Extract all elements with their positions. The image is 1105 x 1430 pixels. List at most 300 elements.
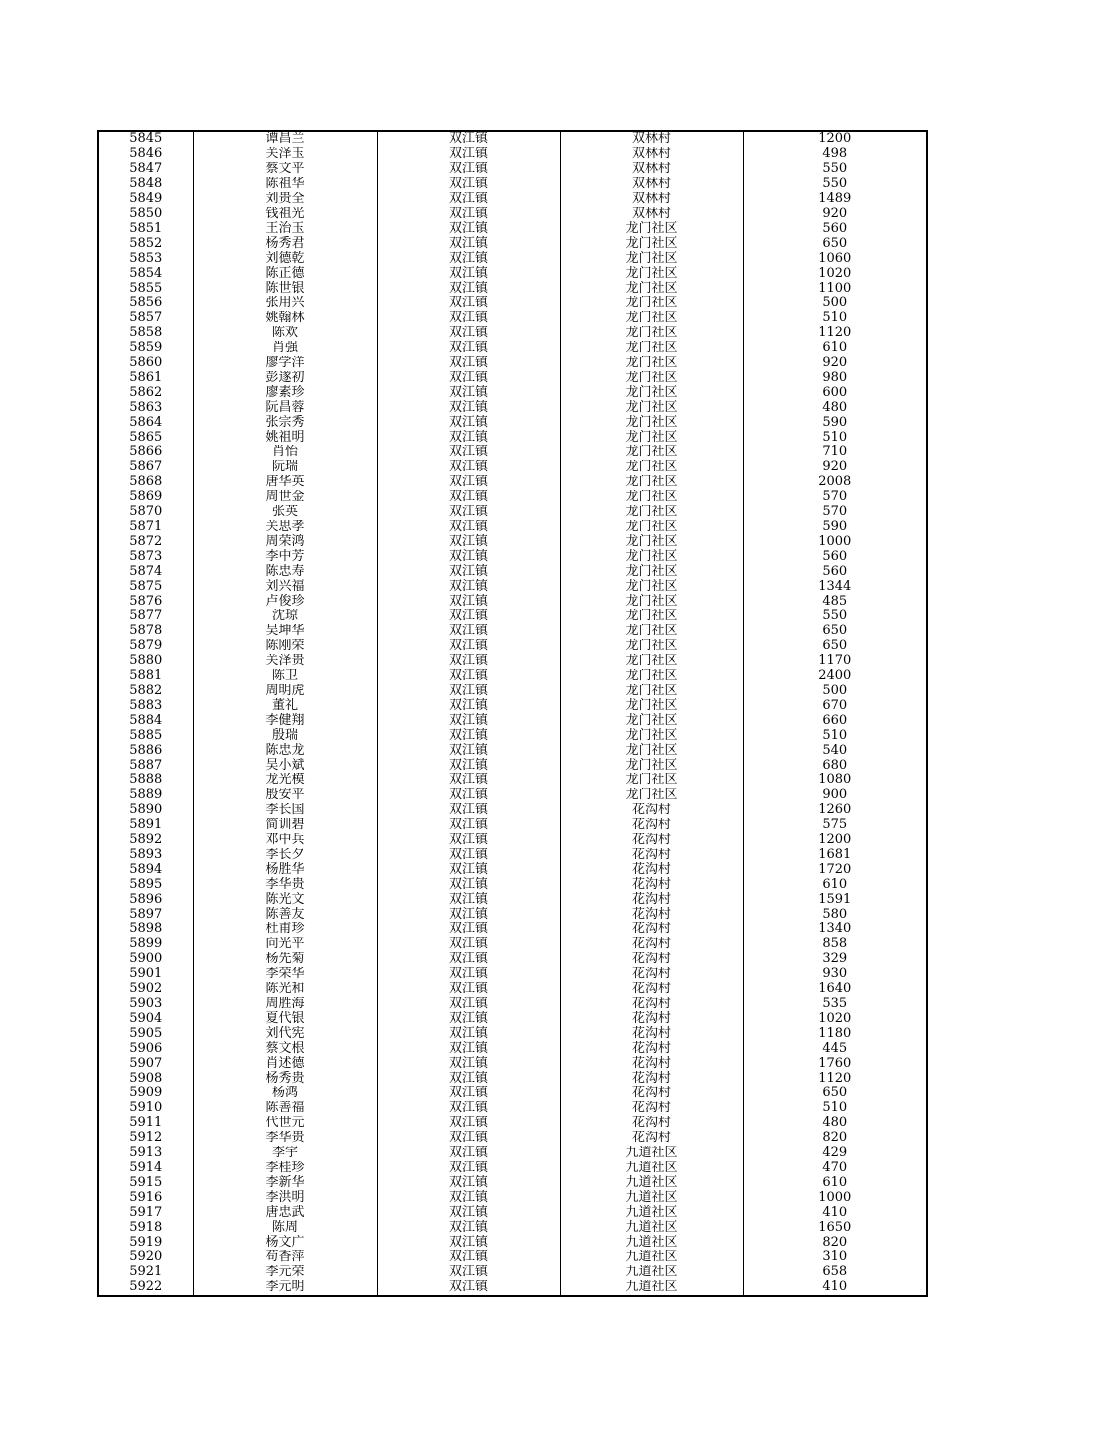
name-cell: 沈琼 (193, 609, 377, 624)
row-number-cell: 5856 (98, 296, 193, 311)
amount-cell: 1200 (743, 833, 927, 848)
row-number-cell: 5880 (98, 654, 193, 669)
table-row (98, 818, 927, 833)
village-cell: 龙门社区 (560, 385, 743, 400)
row-number-cell: 5881 (98, 669, 193, 684)
town-cell: 双江镇 (377, 505, 560, 520)
village-cell: 花沟村 (560, 952, 743, 967)
table-row (98, 892, 927, 907)
town-cell: 双江镇 (377, 698, 560, 713)
table-row (98, 1235, 927, 1250)
table-row (98, 967, 927, 982)
village-cell: 龙门社区 (560, 221, 743, 236)
row-number-cell: 5851 (98, 221, 193, 236)
table-row (98, 758, 927, 773)
name-cell: 李新华 (193, 1175, 377, 1190)
village-cell: 花沟村 (560, 997, 743, 1012)
village-cell: 龙门社区 (560, 266, 743, 281)
town-cell: 双江镇 (377, 475, 560, 490)
name-cell: 阮昌蓉 (193, 400, 377, 415)
amount-cell: 510 (743, 311, 927, 326)
name-cell: 陈刚荣 (193, 639, 377, 654)
table-row (98, 1131, 927, 1146)
village-cell: 双林村 (560, 177, 743, 192)
amount-cell: 1720 (743, 862, 927, 877)
table-row (98, 341, 927, 356)
amount-cell: 2008 (743, 475, 927, 490)
table-row (98, 356, 927, 371)
village-cell: 龙门社区 (560, 460, 743, 475)
name-cell: 简训碧 (193, 818, 377, 833)
town-cell: 双江镇 (377, 1071, 560, 1086)
name-cell: 钱祖光 (193, 207, 377, 222)
table-row (98, 907, 927, 922)
table-row (98, 236, 927, 251)
village-cell: 双林村 (560, 207, 743, 222)
row-number-cell: 5886 (98, 743, 193, 758)
name-cell: 姚祖明 (193, 430, 377, 445)
town-cell: 双江镇 (377, 609, 560, 624)
village-cell: 花沟村 (560, 1116, 743, 1131)
amount-cell: 1120 (743, 1071, 927, 1086)
row-number-cell: 5882 (98, 684, 193, 699)
table-row (98, 1056, 927, 1071)
town-cell: 双江镇 (377, 1116, 560, 1131)
name-cell: 周荣鸿 (193, 534, 377, 549)
village-cell: 龙门社区 (560, 624, 743, 639)
village-cell: 龙门社区 (560, 281, 743, 296)
table-row (98, 385, 927, 400)
town-cell: 双江镇 (377, 684, 560, 699)
town-cell: 双江镇 (377, 177, 560, 192)
table-row (98, 520, 927, 535)
amount-cell: 1640 (743, 982, 927, 997)
town-cell: 双江镇 (377, 594, 560, 609)
amount-cell: 470 (743, 1161, 927, 1176)
town-cell: 双江镇 (377, 131, 560, 147)
table-row (98, 131, 927, 147)
town-cell: 双江镇 (377, 1265, 560, 1280)
town-cell: 双江镇 (377, 1101, 560, 1116)
village-cell: 花沟村 (560, 937, 743, 952)
name-cell: 阮瑞 (193, 460, 377, 475)
village-cell: 花沟村 (560, 1026, 743, 1041)
town-cell: 双江镇 (377, 1146, 560, 1161)
row-number-cell: 5868 (98, 475, 193, 490)
name-cell: 陈忠寿 (193, 564, 377, 579)
table-row (98, 982, 927, 997)
town-cell: 双江镇 (377, 221, 560, 236)
town-cell: 双江镇 (377, 818, 560, 833)
row-number-cell: 5877 (98, 609, 193, 624)
name-cell: 卢俊珍 (193, 594, 377, 609)
amount-cell: 660 (743, 713, 927, 728)
name-cell: 肖强 (193, 341, 377, 356)
table-row (98, 564, 927, 579)
amount-cell: 570 (743, 490, 927, 505)
table-row (98, 371, 927, 386)
amount-cell: 1120 (743, 326, 927, 341)
village-cell: 花沟村 (560, 892, 743, 907)
row-number-cell: 5899 (98, 937, 193, 952)
name-cell: 陈光文 (193, 892, 377, 907)
village-cell: 双林村 (560, 192, 743, 207)
amount-cell: 858 (743, 937, 927, 952)
name-cell: 李宇 (193, 1146, 377, 1161)
town-cell: 双江镇 (377, 385, 560, 400)
name-cell: 陈世银 (193, 281, 377, 296)
table-row (98, 296, 927, 311)
table-row (98, 400, 927, 415)
village-cell: 花沟村 (560, 1011, 743, 1026)
name-cell: 陈善福 (193, 1101, 377, 1116)
village-cell: 九道社区 (560, 1265, 743, 1280)
village-cell: 花沟村 (560, 818, 743, 833)
table-row (98, 579, 927, 594)
name-cell: 向光平 (193, 937, 377, 952)
village-cell: 龙门社区 (560, 594, 743, 609)
name-cell: 吴坤华 (193, 624, 377, 639)
name-cell: 刘德乾 (193, 251, 377, 266)
row-number-cell: 5860 (98, 356, 193, 371)
amount-cell: 1591 (743, 892, 927, 907)
town-cell: 双江镇 (377, 296, 560, 311)
name-cell: 陈卫 (193, 669, 377, 684)
name-cell: 李桂珍 (193, 1161, 377, 1176)
amount-cell: 590 (743, 415, 927, 430)
town-cell: 双江镇 (377, 564, 560, 579)
table-row (98, 669, 927, 684)
table-row (98, 698, 927, 713)
row-number-cell: 5906 (98, 1041, 193, 1056)
table-row (98, 1026, 927, 1041)
row-number-cell: 5879 (98, 639, 193, 654)
name-cell: 杨秀贵 (193, 1071, 377, 1086)
amount-cell: 920 (743, 460, 927, 475)
row-number-cell: 5901 (98, 967, 193, 982)
town-cell: 双江镇 (377, 1280, 560, 1296)
table-row (98, 639, 927, 654)
name-cell: 邓中兵 (193, 833, 377, 848)
amount-cell: 600 (743, 385, 927, 400)
amount-cell: 1020 (743, 1011, 927, 1026)
name-cell: 张用兴 (193, 296, 377, 311)
amount-cell: 650 (743, 1086, 927, 1101)
amount-cell: 410 (743, 1205, 927, 1220)
amount-cell: 900 (743, 788, 927, 803)
town-cell: 双江镇 (377, 1250, 560, 1265)
village-cell: 龙门社区 (560, 445, 743, 460)
table-row (98, 1190, 927, 1205)
row-number-cell: 5889 (98, 788, 193, 803)
row-number-cell: 5922 (98, 1280, 193, 1296)
row-number-cell: 5887 (98, 758, 193, 773)
amount-cell: 920 (743, 207, 927, 222)
name-cell: 杨秀君 (193, 236, 377, 251)
table-row (98, 1161, 927, 1176)
village-cell: 花沟村 (560, 1056, 743, 1071)
town-cell: 双江镇 (377, 997, 560, 1012)
town-cell: 双江镇 (377, 624, 560, 639)
amount-cell: 575 (743, 818, 927, 833)
row-number-cell: 5895 (98, 877, 193, 892)
row-number-cell: 5865 (98, 430, 193, 445)
name-cell: 吴小斌 (193, 758, 377, 773)
town-cell: 双江镇 (377, 445, 560, 460)
village-cell: 龙门社区 (560, 296, 743, 311)
town-cell: 双江镇 (377, 266, 560, 281)
name-cell: 周明虎 (193, 684, 377, 699)
town-cell: 双江镇 (377, 356, 560, 371)
town-cell: 双江镇 (377, 549, 560, 564)
amount-cell: 1170 (743, 654, 927, 669)
town-cell: 双江镇 (377, 922, 560, 937)
amount-cell: 1340 (743, 922, 927, 937)
table-row (98, 430, 927, 445)
village-cell: 花沟村 (560, 1101, 743, 1116)
table-row (98, 833, 927, 848)
name-cell: 董礼 (193, 698, 377, 713)
village-cell: 九道社区 (560, 1250, 743, 1265)
village-cell: 花沟村 (560, 1131, 743, 1146)
village-cell: 龙门社区 (560, 698, 743, 713)
row-number-cell: 5847 (98, 162, 193, 177)
table-row (98, 251, 927, 266)
amount-cell: 610 (743, 1175, 927, 1190)
row-number-cell: 5910 (98, 1101, 193, 1116)
name-cell: 李洪明 (193, 1190, 377, 1205)
table-row (98, 713, 927, 728)
village-cell: 花沟村 (560, 1071, 743, 1086)
row-number-cell: 5864 (98, 415, 193, 430)
table-body (98, 131, 927, 1296)
village-cell: 龙门社区 (560, 400, 743, 415)
table-row (98, 505, 927, 520)
town-cell: 双江镇 (377, 520, 560, 535)
town-cell: 双江镇 (377, 251, 560, 266)
village-cell: 龙门社区 (560, 475, 743, 490)
town-cell: 双江镇 (377, 1011, 560, 1026)
town-cell: 双江镇 (377, 371, 560, 386)
table-row (98, 534, 927, 549)
table-row (98, 788, 927, 803)
amount-cell: 610 (743, 877, 927, 892)
town-cell: 双江镇 (377, 1220, 560, 1235)
row-number-cell: 5885 (98, 728, 193, 743)
table-row (98, 594, 927, 609)
table-row (98, 803, 927, 818)
town-cell: 双江镇 (377, 669, 560, 684)
row-number-cell: 5888 (98, 773, 193, 788)
table-row (98, 311, 927, 326)
town-cell: 双江镇 (377, 728, 560, 743)
amount-cell: 485 (743, 594, 927, 609)
row-number-cell: 5920 (98, 1250, 193, 1265)
village-cell: 龙门社区 (560, 713, 743, 728)
amount-cell: 1344 (743, 579, 927, 594)
table-row (98, 549, 927, 564)
amount-cell: 1681 (743, 848, 927, 863)
village-cell: 花沟村 (560, 833, 743, 848)
name-cell: 张宗秀 (193, 415, 377, 430)
amount-cell: 510 (743, 430, 927, 445)
village-cell: 龙门社区 (560, 356, 743, 371)
table-row (98, 490, 927, 505)
amount-cell: 1000 (743, 534, 927, 549)
village-cell: 花沟村 (560, 907, 743, 922)
row-number-cell: 5919 (98, 1235, 193, 1250)
amount-cell: 650 (743, 624, 927, 639)
row-number-cell: 5911 (98, 1116, 193, 1131)
name-cell: 陈忠龙 (193, 743, 377, 758)
town-cell: 双江镇 (377, 415, 560, 430)
town-cell: 双江镇 (377, 192, 560, 207)
table-row (98, 147, 927, 162)
amount-cell: 550 (743, 609, 927, 624)
row-number-cell: 5890 (98, 803, 193, 818)
amount-cell: 560 (743, 564, 927, 579)
table-row (98, 162, 927, 177)
village-cell: 龙门社区 (560, 311, 743, 326)
row-number-cell: 5884 (98, 713, 193, 728)
name-cell: 苟香萍 (193, 1250, 377, 1265)
table-row (98, 1101, 927, 1116)
name-cell: 谭昌兰 (193, 131, 377, 147)
name-cell: 蔡文根 (193, 1041, 377, 1056)
row-number-cell: 5908 (98, 1071, 193, 1086)
amount-cell: 429 (743, 1146, 927, 1161)
town-cell: 双江镇 (377, 952, 560, 967)
row-number-cell: 5854 (98, 266, 193, 281)
amount-cell: 930 (743, 967, 927, 982)
town-cell: 双江镇 (377, 907, 560, 922)
amount-cell: 535 (743, 997, 927, 1012)
village-cell: 双林村 (560, 131, 743, 147)
row-number-cell: 5845 (98, 131, 193, 147)
table-row (98, 326, 927, 341)
row-number-cell: 5846 (98, 147, 193, 162)
table-row (98, 997, 927, 1012)
amount-cell: 410 (743, 1280, 927, 1296)
row-number-cell: 5900 (98, 952, 193, 967)
name-cell: 杨文广 (193, 1235, 377, 1250)
name-cell: 夏代银 (193, 1011, 377, 1026)
village-cell: 龙门社区 (560, 490, 743, 505)
village-cell: 龙门社区 (560, 415, 743, 430)
village-cell: 龙门社区 (560, 758, 743, 773)
row-number-cell: 5869 (98, 490, 193, 505)
amount-cell: 550 (743, 162, 927, 177)
row-number-cell: 5852 (98, 236, 193, 251)
village-cell: 龙门社区 (560, 505, 743, 520)
table-row (98, 922, 927, 937)
town-cell: 双江镇 (377, 1205, 560, 1220)
table-row (98, 862, 927, 877)
table-row (98, 221, 927, 236)
row-number-cell: 5866 (98, 445, 193, 460)
table-row (98, 1011, 927, 1026)
town-cell: 双江镇 (377, 162, 560, 177)
village-cell: 龙门社区 (560, 788, 743, 803)
amount-cell: 310 (743, 1250, 927, 1265)
town-cell: 双江镇 (377, 236, 560, 251)
name-cell: 关泽玉 (193, 147, 377, 162)
name-cell: 李长国 (193, 803, 377, 818)
town-cell: 双江镇 (377, 1161, 560, 1176)
name-cell: 李元明 (193, 1280, 377, 1296)
name-cell: 关泽贵 (193, 654, 377, 669)
amount-cell: 710 (743, 445, 927, 460)
row-number-cell: 5867 (98, 460, 193, 475)
village-cell: 花沟村 (560, 982, 743, 997)
table-row (98, 1265, 927, 1280)
amount-cell: 498 (743, 147, 927, 162)
amount-cell: 610 (743, 341, 927, 356)
name-cell: 陈周 (193, 1220, 377, 1235)
name-cell: 殷安平 (193, 788, 377, 803)
name-cell: 蔡文平 (193, 162, 377, 177)
row-number-cell: 5874 (98, 564, 193, 579)
name-cell: 廖素珍 (193, 385, 377, 400)
table-row (98, 1041, 927, 1056)
amount-cell: 820 (743, 1235, 927, 1250)
amount-cell: 510 (743, 1101, 927, 1116)
town-cell: 双江镇 (377, 654, 560, 669)
village-cell: 龙门社区 (560, 654, 743, 669)
town-cell: 双江镇 (377, 1086, 560, 1101)
village-cell: 九道社区 (560, 1175, 743, 1190)
name-cell: 杨先菊 (193, 952, 377, 967)
amount-cell: 570 (743, 505, 927, 520)
amount-cell: 680 (743, 758, 927, 773)
table-row (98, 445, 927, 460)
table-row (98, 1220, 927, 1235)
amount-cell: 2400 (743, 669, 927, 684)
name-cell: 杨胜华 (193, 862, 377, 877)
village-cell: 龙门社区 (560, 236, 743, 251)
town-cell: 双江镇 (377, 1190, 560, 1205)
amount-cell: 650 (743, 236, 927, 251)
town-cell: 双江镇 (377, 147, 560, 162)
town-cell: 双江镇 (377, 341, 560, 356)
row-number-cell: 5848 (98, 177, 193, 192)
table-row (98, 1116, 927, 1131)
village-cell: 龙门社区 (560, 549, 743, 564)
table-row (98, 773, 927, 788)
name-cell: 肖述德 (193, 1056, 377, 1071)
name-cell: 陈善友 (193, 907, 377, 922)
town-cell: 双江镇 (377, 1056, 560, 1071)
amount-cell: 670 (743, 698, 927, 713)
name-cell: 杨鸿 (193, 1086, 377, 1101)
table-row (98, 1086, 927, 1101)
name-cell: 龙光模 (193, 773, 377, 788)
row-number-cell: 5918 (98, 1220, 193, 1235)
name-cell: 张英 (193, 505, 377, 520)
table-row (98, 1250, 927, 1265)
row-number-cell: 5921 (98, 1265, 193, 1280)
town-cell: 双江镇 (377, 967, 560, 982)
name-cell: 陈欢 (193, 326, 377, 341)
name-cell: 代世元 (193, 1116, 377, 1131)
table-row (98, 624, 927, 639)
amount-cell: 1180 (743, 1026, 927, 1041)
name-cell: 唐华英 (193, 475, 377, 490)
amount-cell: 500 (743, 296, 927, 311)
town-cell: 双江镇 (377, 639, 560, 654)
row-number-cell: 5878 (98, 624, 193, 639)
row-number-cell: 5863 (98, 400, 193, 415)
